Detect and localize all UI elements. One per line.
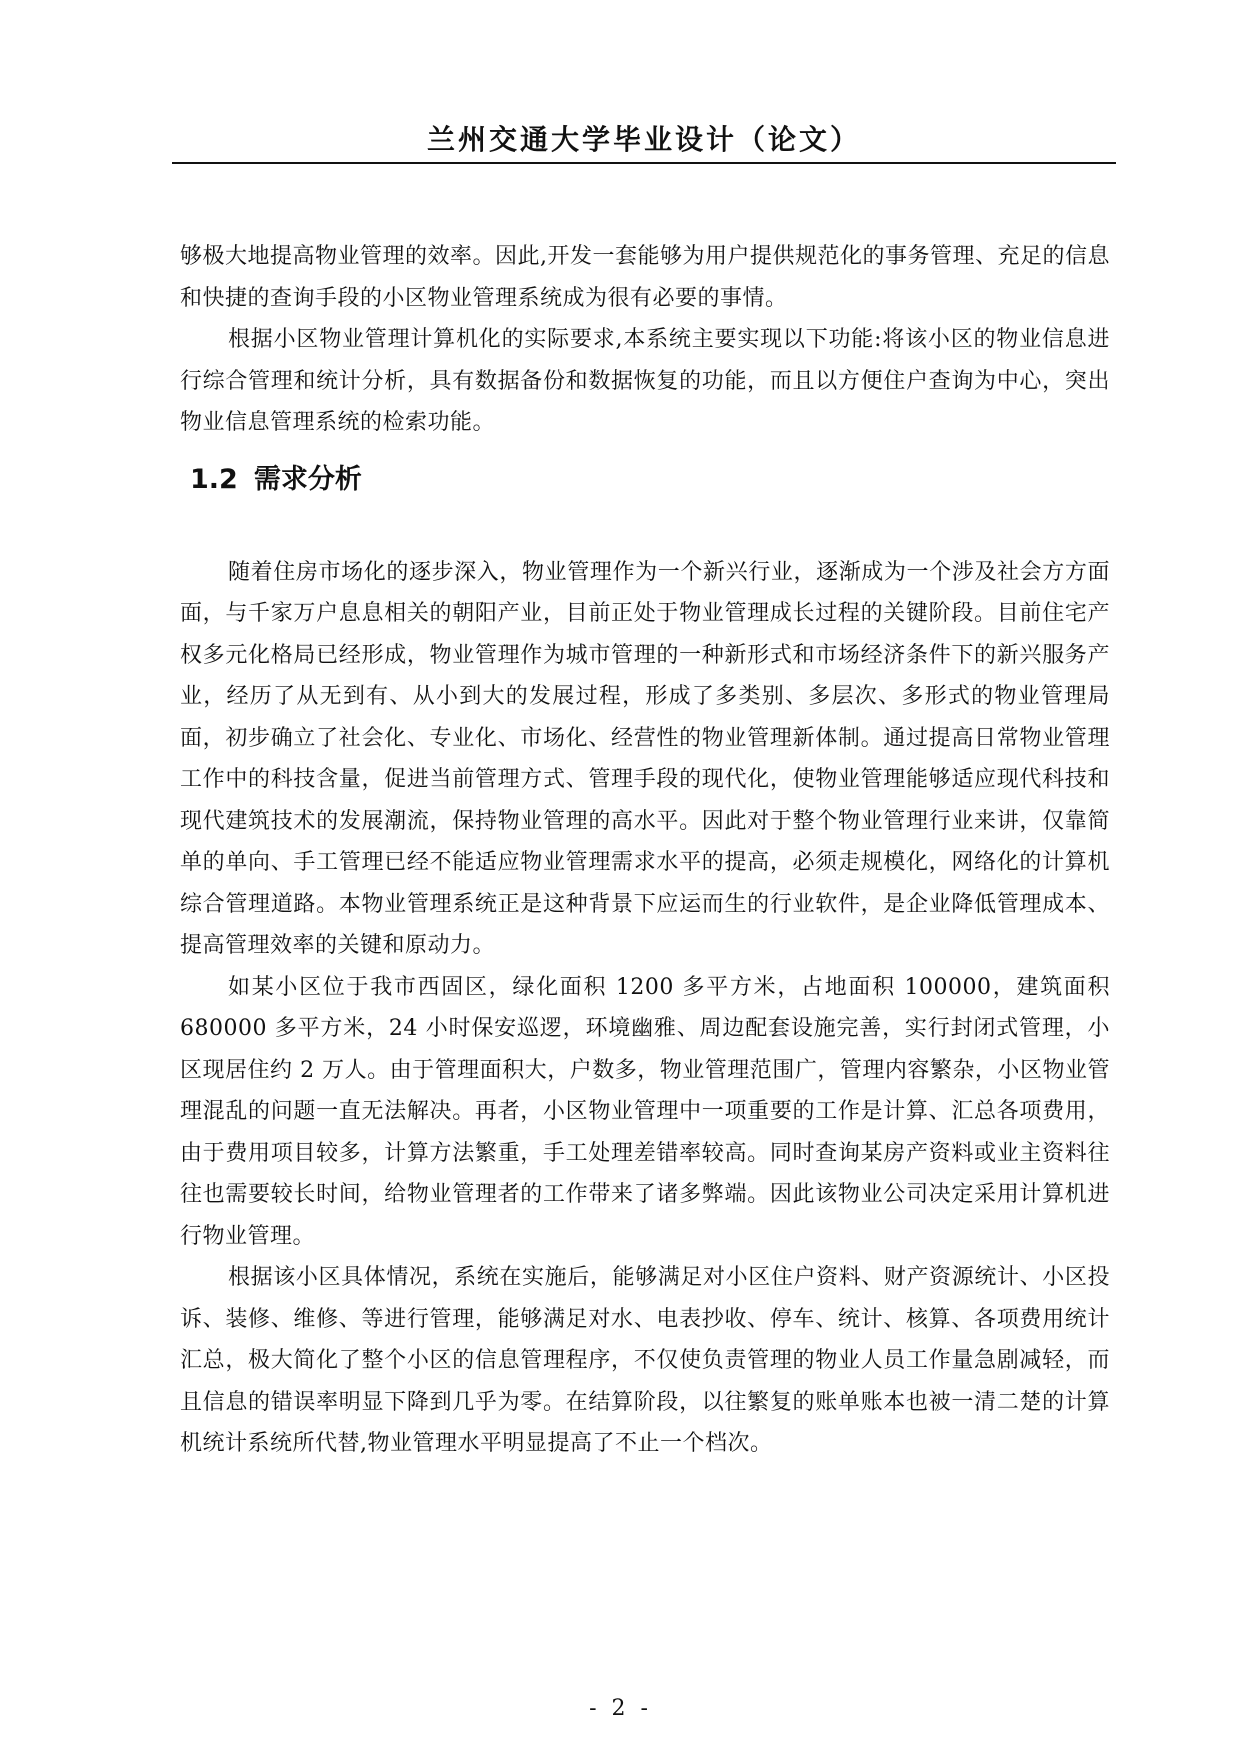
paragraph: 根据该小区具体情况，系统在实施后，能够满足对小区住户资料、财产资源统计、小区投诉、装修、维修、等进行管理，能够满足对水、电表抄收、停车、统计、核算、各项费用统计汇总，极大简化了整个小区的信息管理程序，不仅使负责管理的物业人员工作量急剧减轻，而且信息的错误率明显下降到几乎为零。在结算阶段，以往繁复的账单账本也被一清二楚的计算机统计系统所代替,物业管理水平明显提高了不止一个档次。 [180,1265,1110,1456]
running-header [172,120,1116,160]
body-text [180,236,1110,1465]
paragraph: 如某小区位于我市西固区，绿化面积 1200 多平方米，占地面积 100000，建筑面积 680000 多平方米，24 小时保安巡逻，环境幽雅、周边配套设施完善，实行封闭式管理，小区现居住约 2 万人。由于管理面积大，户数多，物业管理范围广，管理内容繁杂，小区物业管理混乱的问题一直无法解决。再者，小区物业管理中一项重要的工作是计算、汇总各项费用，由于费用项目较多，计算方法繁重，手工处理差错率较高。同时查询某房产资料或业主资料往往也需要较长时间，给物业管理者的工作带来了诸多弊端。因此该物业公司决定采用计算机进行物业管理。 [180,974,1110,1249]
section-title: 需求分析 [253,463,362,495]
paragraph: 随着住房市场化的逐步深入，物业管理作为一个新兴行业，逐渐成为一个涉及社会方方面面，与千家万户息息相关的朝阳产业，目前正处于物业管理成长过程的关键阶段。目前住宅产权多元化格局已经形成，物业管理作为城市管理的一种新形式和市场经济条件下的新兴服务产业，经历了从无到有、从小到大的发展过程，形成了多类别、多层次、多形式的物业管理局面，初步确立了社会化、专业化、市场化、经营性的物业管理新体制。通过提高日常物业管理工作中的科技含量，促进当前管理方式、管理手段的现代化，使物业管理能够适应现代科技和现代建筑技术的发展潮流，保持物业管理的高水平。因此对于整个物业管理行业来讲，仅靠简单的单向、手工管理已经不能适应物业管理需求水平的提高，必须走规模化，网络化的计算机综合管理道路。本物业管理系统正是这种背景下应运而生的行业软件，是企业降低管理成本、提高管理效率的关键和原动力。 [180,559,1110,958]
page-number: - 2 - [589,1696,652,1721]
header-rule [172,162,1116,164]
paragraph: 根据小区物业管理计算机化的实际要求,本系统主要实现以下功能:将该小区的物业信息进行综合管理和统计分析，具有数据备份和数据恢复的功能，而且以方便住户查询为中心，突出物业信息管理系统的检索功能。 [180,327,1110,435]
section-heading [190,460,1110,552]
section-number: 1.2 [190,463,238,495]
paragraph-continued: 够极大地提高物业管理的效率。因此,开发一套能够为用户提供规范化的事务管理、充足的信息和快捷的查询手段的小区物业管理系统成为很有必要的事情。 [180,244,1110,311]
header-title: 兰州交通大学毕业设计（论文） [426,123,861,156]
